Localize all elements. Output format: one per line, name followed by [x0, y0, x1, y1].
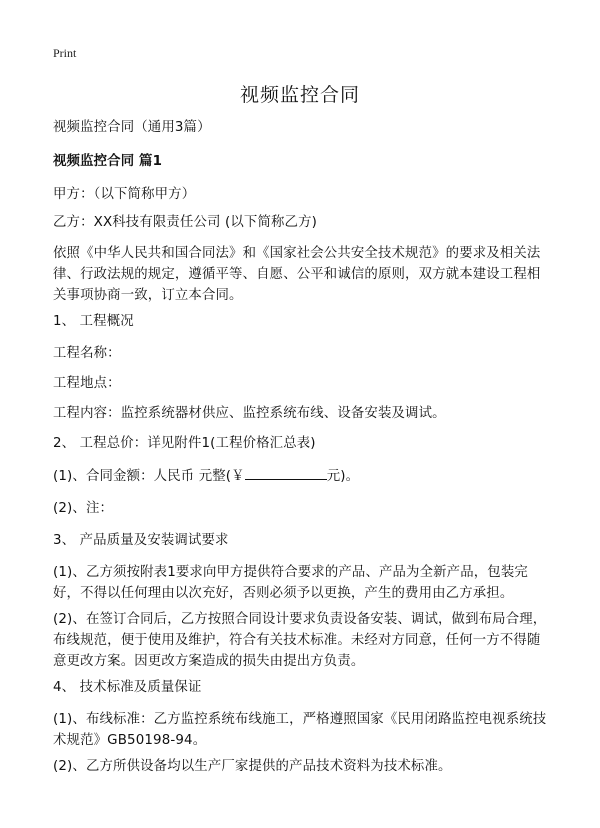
section-3-title: 3、 产品质量及安装调试要求 [53, 533, 229, 548]
section-4-paragraph-2: (2)、乙方所供设备均以生产厂家提供的产品技术资料为技术标准。 [53, 759, 452, 774]
section-1-title: 1、 工程概况 [53, 314, 134, 329]
project-location: 工程地点： [53, 376, 121, 391]
note-line: (2)、注： [53, 501, 114, 516]
intro-paragraph: 依照《中华人民共和国合同法》和《国家社会公共安全技术规范》的要求及相关法律、行政法规的规定，遵循平等、自愿、公平和诚信的原则，双方就本建设工程相关事项协商一致，订立本合同。 [53, 246, 541, 303]
section-4-title: 4、 技术标准及质量保证 [53, 680, 202, 695]
contract-amount [53, 466, 553, 487]
document-subtitle: 视频监控合同（通用3篇） [53, 120, 211, 135]
party-b: 乙方：XX科技有限责任公司 (以下简称乙方) [53, 215, 317, 230]
document-title: 视频监控合同 [239, 84, 360, 106]
project-name: 工程名称： [53, 346, 121, 361]
amount-suffix: 元)。 [326, 469, 360, 484]
amount-blank [245, 467, 327, 480]
section-4-paragraph-1: (1)、布线标准：乙方监控系统布线施工，严格遵照国家《民用闭路监控电视系统技术规范》GB50198-94。 [53, 712, 547, 748]
project-content: 工程内容：监控系统器材供应、监控系统布线、设备安装及调试。 [53, 406, 446, 421]
print-link[interactable]: Print [53, 46, 77, 60]
amount-prefix: (1)、合同金额：人民币 元整(￥ [53, 469, 245, 484]
party-a: 甲方：（以下简称甲方） [53, 187, 196, 202]
section-3-paragraph-2: (2)、在签订合同后，乙方按照合同设计要求负责设备安装、调试，做到布局合理，布线规范，便于使用及维护，符合有关技术标准。未经对方同意，任何一方不得随意更改方案。因更改方案造成的损失由提出方负责。 [53, 612, 547, 669]
section-heading: 视频监控合同 篇1 [53, 154, 163, 169]
section-2-title: 2、 工程总价：详见附件1(工程价格汇总表) [53, 436, 316, 451]
section-3-paragraph-1: (1)、乙方须按附表1要求向甲方提供符合要求的产品、产品为全新产品，包装完好，不得以任何理由以次充好，否则必须予以更换，产生的费用由乙方承担。 [53, 565, 528, 601]
